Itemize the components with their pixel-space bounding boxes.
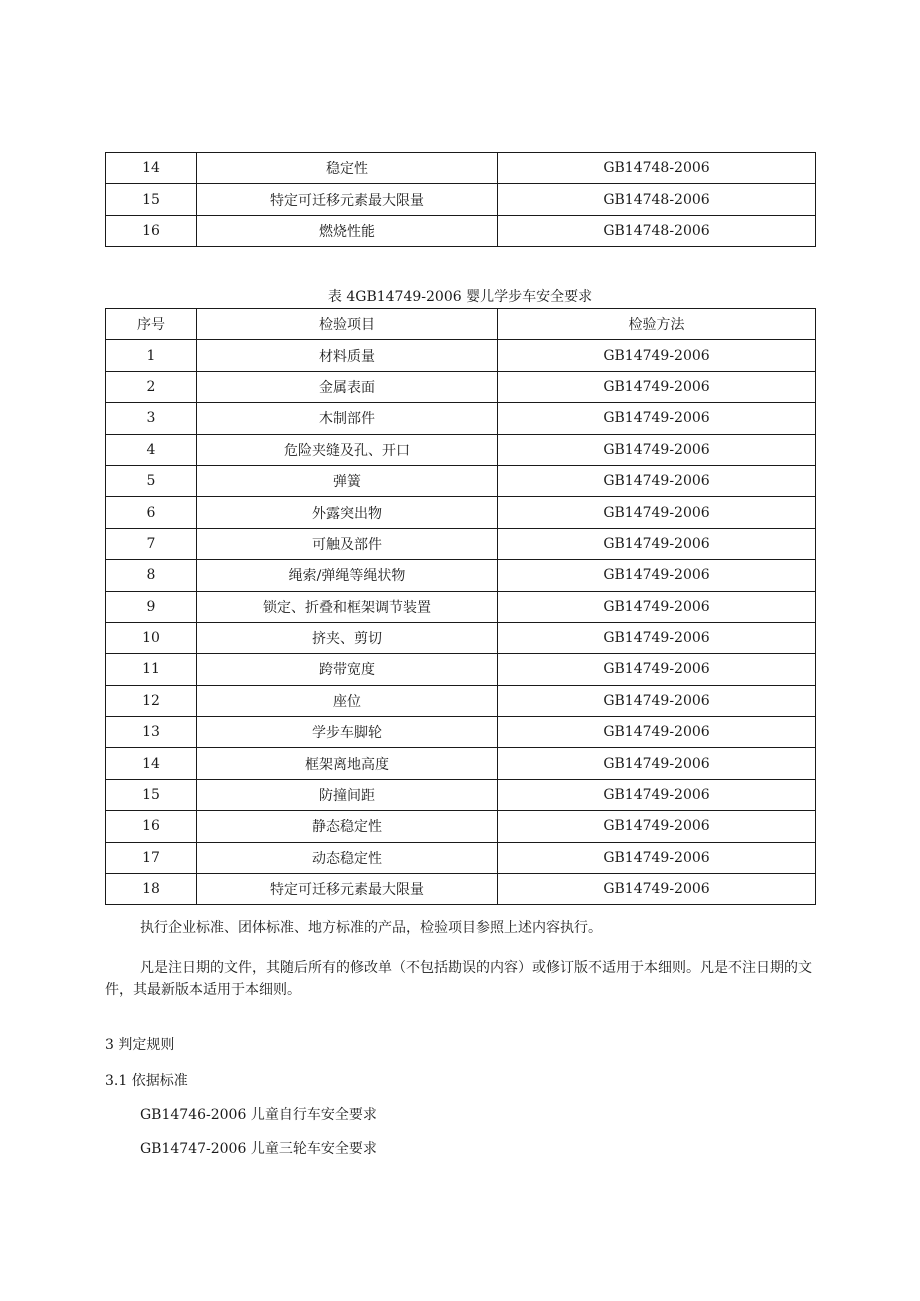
cell-index: 4 [106, 434, 197, 465]
cell-index: 10 [106, 622, 197, 653]
cell-method: GB14749-2006 [498, 748, 816, 779]
cell-item: 绳索/弹绳等绳状物 [197, 560, 498, 591]
cell-item: 可触及部件 [197, 528, 498, 559]
table-row [106, 622, 816, 653]
cell-index: 8 [106, 560, 197, 591]
cell-index: 15 [106, 779, 197, 810]
cell-method: GB14749-2006 [498, 340, 816, 371]
cell-item: 动态稳定性 [197, 842, 498, 873]
cell-method: GB14748-2006 [498, 184, 816, 215]
table-row [106, 465, 816, 496]
table-row [106, 811, 816, 842]
cell-index: 14 [106, 153, 197, 184]
table-gb14749 [105, 308, 816, 905]
table-continued [105, 152, 816, 247]
cell-item: 燃烧性能 [197, 215, 498, 246]
column-header: 检验方法 [498, 309, 816, 340]
cell-method: GB14749-2006 [498, 560, 816, 591]
table-gb14749-body [106, 309, 816, 905]
cell-item: 材料质量 [197, 340, 498, 371]
cell-index: 5 [106, 465, 197, 496]
cell-index: 17 [106, 842, 197, 873]
table-row [106, 717, 816, 748]
cell-item: 外露突出物 [197, 497, 498, 528]
table-row [106, 779, 816, 810]
cell-method: GB14749-2006 [498, 591, 816, 622]
standard-item: GB14747-2006 儿童三轮车安全要求 [140, 1141, 377, 1157]
cell-item: 跨带宽度 [197, 654, 498, 685]
column-header: 序号 [106, 309, 197, 340]
cell-item: 座位 [197, 685, 498, 716]
cell-index: 7 [106, 528, 197, 559]
table-row [106, 184, 816, 215]
section-heading-3-1: 3.1 依据标准 [105, 1073, 188, 1089]
cell-method: GB14748-2006 [498, 215, 816, 246]
column-header: 检验项目 [197, 309, 498, 340]
cell-index: 9 [106, 591, 197, 622]
cell-index: 2 [106, 371, 197, 402]
cell-method: GB14749-2006 [498, 622, 816, 653]
cell-index: 3 [106, 403, 197, 434]
table-row [106, 748, 816, 779]
cell-method: GB14749-2006 [498, 811, 816, 842]
cell-item: 学步车脚轮 [197, 717, 498, 748]
cell-method: GB14749-2006 [498, 371, 816, 402]
cell-index: 13 [106, 717, 197, 748]
cell-method: GB14749-2006 [498, 497, 816, 528]
table-continued-body [106, 153, 816, 247]
table-row [106, 153, 816, 184]
cell-item: 弹簧 [197, 465, 498, 496]
cell-index: 6 [106, 497, 197, 528]
table-row [106, 560, 816, 591]
table-row [106, 874, 816, 905]
table-row [106, 842, 816, 873]
table-row [106, 434, 816, 465]
standard-item: GB14746-2006 儿童自行车安全要求 [140, 1107, 377, 1123]
cell-index: 1 [106, 340, 197, 371]
cell-method: GB14749-2006 [498, 434, 816, 465]
table-row [106, 215, 816, 246]
cell-index: 15 [106, 184, 197, 215]
table-caption: 表 4GB14749-2006 婴儿学步车安全要求 [327, 289, 593, 305]
cell-method: GB14748-2006 [498, 153, 816, 184]
cell-method: GB14749-2006 [498, 874, 816, 905]
cell-method: GB14749-2006 [498, 842, 816, 873]
cell-method: GB14749-2006 [498, 465, 816, 496]
cell-index: 12 [106, 685, 197, 716]
table-row [106, 591, 816, 622]
cell-item: 特定可迁移元素最大限量 [197, 874, 498, 905]
cell-item: 防撞间距 [197, 779, 498, 810]
cell-index: 16 [106, 811, 197, 842]
table-header-row [106, 309, 816, 340]
paragraph-scope: 执行企业标准、团体标准、地方标准的产品，检验项目参照上述内容执行。 [140, 920, 602, 936]
cell-index: 18 [106, 874, 197, 905]
table-row [106, 685, 816, 716]
cell-method: GB14749-2006 [498, 528, 816, 559]
cell-index: 16 [106, 215, 197, 246]
table-row [106, 371, 816, 402]
cell-item: 特定可迁移元素最大限量 [197, 184, 498, 215]
cell-item: 锁定、折叠和框架调节装置 [197, 591, 498, 622]
table-row [106, 528, 816, 559]
section-heading-3: 3 判定规则 [105, 1037, 175, 1053]
cell-item: 木制部件 [197, 403, 498, 434]
table-row [106, 340, 816, 371]
cell-item: 挤夹、剪切 [197, 622, 498, 653]
cell-item: 稳定性 [197, 153, 498, 184]
cell-item: 危险夹缝及孔、开口 [197, 434, 498, 465]
cell-item: 金属表面 [197, 371, 498, 402]
cell-index: 11 [106, 654, 197, 685]
paragraph-dated-references: 凡是注日期的文件，其随后所有的修改单（不包括勘误的内容）或修订版不适用于本细则。凡是不注日期的文件，其最新版本适用于本细则。 [105, 960, 812, 998]
cell-index: 14 [106, 748, 197, 779]
cell-method: GB14749-2006 [498, 403, 816, 434]
cell-method: GB14749-2006 [498, 717, 816, 748]
table-row [106, 497, 816, 528]
table-row [106, 403, 816, 434]
cell-item: 框架离地高度 [197, 748, 498, 779]
cell-method: GB14749-2006 [498, 779, 816, 810]
cell-method: GB14749-2006 [498, 685, 816, 716]
cell-item: 静态稳定性 [197, 811, 498, 842]
cell-method: GB14749-2006 [498, 654, 816, 685]
table-row [106, 654, 816, 685]
